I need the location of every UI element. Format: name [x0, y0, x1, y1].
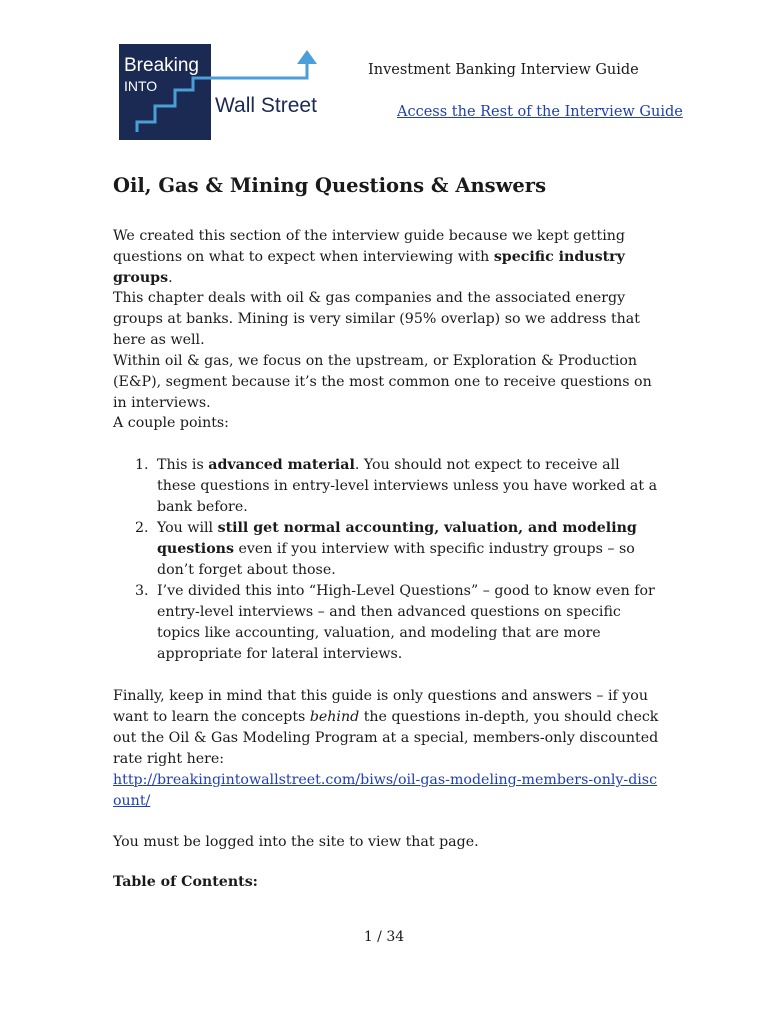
logo-arrow-line: [211, 62, 307, 78]
logo-text-into: INTO: [124, 78, 158, 94]
list-text: You will: [157, 520, 218, 536]
logo-text-breaking: Breaking: [124, 55, 199, 76]
login-note: You must be logged into the site to view that page.: [113, 834, 479, 850]
list-item: [113, 581, 661, 665]
logo-arrow-icon: [297, 50, 317, 64]
breaking-into-wall-street-logo: [119, 44, 329, 140]
intro-end: .: [168, 270, 173, 286]
page-number: 1 / 34: [363, 929, 405, 945]
logo-text-wall-street: Wall Street: [215, 94, 317, 117]
toc-heading: Table of Contents:: [113, 874, 258, 890]
list-item: [113, 455, 661, 518]
list-text: . You should not expect to receive all these questions in entry-level interviews unless you have worked at a bank before.: [157, 457, 658, 515]
list-text: I’ve divided this into “High-Level Questions” – good to know even for entry-level interviews – and then advanced questions on specific topics like accounting, valuation, and modeling that are more appropriate for lateral interviews.: [157, 583, 655, 662]
intro-text: We created this section of the interview guide because we kept getting questions on what to expect when interviewing with: [113, 228, 625, 265]
intro-emphasis: specific industry groups: [113, 249, 625, 286]
list-text: This is: [157, 457, 209, 473]
points-intro: A couple points:: [113, 415, 229, 431]
list-number: 3.: [135, 583, 149, 599]
upstream-paragraph: Within oil & gas, we focus on the upstream, or Exploration & Production (E&P), segment because it’s the most common one to receive questions on in interviews.: [113, 353, 652, 411]
modeling-program-link[interactable]: http://breakingintowallstreet.com/biws/oil-gas-modeling-members-only-discount/: [113, 772, 658, 809]
points-list: [113, 455, 661, 665]
list-emphasis: still get normal accounting, valuation, and modeling questions: [157, 520, 637, 557]
access-guide-link[interactable]: Access the Rest of the Interview Guide: [397, 104, 683, 120]
page-title: Oil, Gas & Mining Questions & Answers: [113, 174, 547, 197]
list-number: 1.: [135, 457, 149, 473]
finally-text: the questions in-depth, you should check out the Oil & Gas Modeling Program at a special, members-only discounted rate right here:: [113, 709, 659, 767]
finally-emphasis: behind: [309, 709, 360, 725]
finally-text: Finally, keep in mind that this guide is only questions and answers – if you want to learn the concepts: [113, 688, 648, 725]
list-emphasis: advanced material: [208, 457, 355, 473]
intro-paragraph: [113, 226, 661, 289]
list-item: [113, 518, 661, 581]
chapter-paragraph: This chapter deals with oil & gas companies and the associated energy groups at banks. Mining is very similar (95% overlap) so we address that here as well.: [113, 290, 640, 348]
list-number: 2.: [135, 520, 149, 536]
list-text: even if you interview with specific industry groups – so don’t forget about those.: [157, 541, 635, 578]
finally-paragraph: [113, 686, 661, 770]
guide-title: Investment Banking Interview Guide: [368, 62, 639, 78]
